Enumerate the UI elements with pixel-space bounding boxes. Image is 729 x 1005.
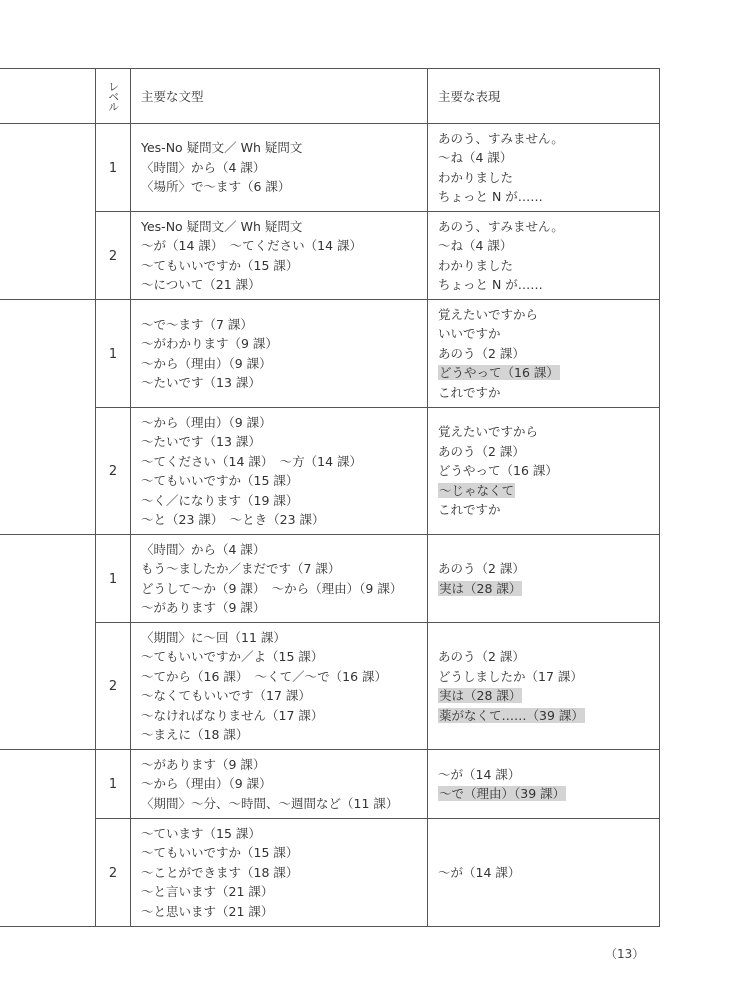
table-row (0, 124, 660, 212)
pattern-line: ～から（理由）（9 課） (141, 355, 272, 371)
level-number: 1 (108, 346, 118, 362)
table-row (0, 750, 660, 819)
pattern-line: Yes-No 疑問文／ Wh 疑問文 (141, 140, 303, 156)
header-expression-cell (428, 69, 660, 124)
highlighted-expression: 薬がなくて……（39 課） (439, 707, 584, 723)
pattern-line: 〈期間〉～分、～時間、～週間など（11 課） (141, 795, 399, 811)
expression-text: ～が（14 課） (438, 766, 521, 782)
expression-cell (428, 535, 660, 623)
group-cell (0, 750, 96, 927)
expression-line (438, 217, 659, 237)
table-row (0, 212, 660, 300)
expression-line (438, 256, 659, 276)
level-cell (96, 819, 131, 927)
level-number: 2 (108, 865, 118, 881)
group-cell (0, 535, 96, 750)
highlighted-expression: ～で（理由）（39 課） (439, 786, 566, 801)
expression-line (438, 461, 659, 481)
expression-line (438, 481, 659, 501)
expression-line (438, 784, 659, 804)
expression-text: これですか (438, 384, 501, 400)
pattern-line: Yes-No 疑問文／ Wh 疑問文 (141, 218, 303, 234)
pattern-cell (131, 212, 428, 300)
pattern-line: ～てもいいですか／よ（15 課） (141, 649, 324, 664)
expression-line (438, 305, 659, 325)
expression-line (438, 686, 659, 706)
level-cell (96, 535, 131, 623)
expression-text: あのう（2 課） (438, 561, 525, 576)
pattern-cell (131, 750, 428, 819)
expression-line (438, 324, 659, 344)
level-cell (96, 124, 131, 212)
pattern-line: ～ています（15 課） (141, 825, 261, 841)
expression-text: 覚えたいですから (438, 424, 539, 440)
level-cell (96, 300, 131, 408)
highlighted-expression: 実は（28 課） (439, 580, 522, 596)
expression-line (438, 344, 659, 364)
pattern-line: ～について（21 課） (141, 277, 261, 292)
expression-text: ちょっと N が…… (438, 189, 543, 204)
pattern-cell (131, 535, 428, 623)
expression-line (438, 383, 659, 403)
expression-text: あのう（2 課） (438, 345, 525, 361)
pattern-line: ～てもいいですか（15 課） (141, 473, 299, 488)
pattern-line: ～があります（9 課） (141, 600, 266, 615)
pattern-cell (131, 124, 428, 212)
pattern-line: 〈時間〉から（4 課） (141, 159, 266, 175)
pattern-header-label: 主要な文型 (141, 89, 204, 104)
pattern-line: もう～ましたか／まだです（7 課） (141, 561, 341, 576)
pattern-cell (131, 623, 428, 750)
table-body (0, 124, 660, 927)
table-row (0, 623, 660, 750)
expression-line (438, 422, 659, 442)
expression-cell (428, 750, 660, 819)
level-cell (96, 623, 131, 750)
pattern-cell (131, 300, 428, 408)
expression-line (438, 667, 659, 687)
pattern-line: ～から（理由）（9 課） (141, 414, 272, 430)
pattern-line: 〈時間〉から（4 課） (141, 541, 266, 557)
level-cell (96, 408, 131, 535)
expression-text: どうしましたか（17 課） (438, 668, 583, 684)
expression-line (438, 559, 659, 579)
pattern-line: ～ことができます（18 課） (141, 864, 299, 880)
pattern-line: ～から（理由）（9 課） (141, 776, 272, 792)
pattern-line: ～なくてもいいです（17 課） (141, 688, 311, 703)
pattern-line: ～てもいいですか（15 課） (141, 257, 299, 273)
level-number: 1 (108, 777, 118, 792)
expression-cell (428, 300, 660, 408)
expression-header-label: 主要な表現 (438, 89, 501, 104)
pattern-line: ～たいです（13 課） (141, 375, 261, 390)
pattern-line: ～が（14 課） ～てください（14 課） (141, 238, 363, 253)
pattern-cell (131, 819, 428, 927)
highlighted-expression: どうやって（16 課） (439, 365, 559, 381)
pattern-line: ～てください（14 課） ～方（14 課） (141, 453, 363, 469)
pattern-line: ～たいです（13 課） (141, 434, 261, 449)
pattern-line: ～まえに（18 課） (141, 727, 249, 742)
expression-text: わかりました (438, 257, 514, 273)
expression-line (438, 148, 659, 168)
expression-text: 覚えたいですから (438, 306, 539, 322)
expression-line (438, 168, 659, 188)
expression-line (438, 863, 659, 883)
expression-line (438, 363, 659, 383)
expression-text: わかりました (438, 169, 514, 185)
level-header-label: レベル (106, 81, 120, 111)
pattern-line: ～と思います（21 課） (141, 903, 274, 919)
expression-text: ～ね（4 課） (438, 150, 513, 165)
level-number: 2 (108, 248, 118, 264)
pattern-line: ～く／になります（19 課） (141, 492, 299, 508)
expression-cell (428, 124, 660, 212)
pattern-line: ～があります（9 課） (141, 756, 266, 772)
expression-line (438, 647, 659, 667)
expression-text: いいですか (438, 326, 501, 342)
expression-text: ～ね（4 課） (438, 238, 513, 253)
expression-cell (428, 212, 660, 300)
expression-text: ちょっと N が…… (438, 277, 543, 292)
expression-line (438, 275, 659, 295)
expression-line (438, 129, 659, 149)
pattern-line: ～てもいいですか（15 課） (141, 845, 299, 861)
pattern-line: ～がわかります（9 課） (141, 336, 278, 351)
expression-text: ～が（14 課） (438, 864, 521, 880)
highlighted-expression: 実は（28 課） (439, 688, 522, 703)
pattern-line: ～なければなりません（17 課） (141, 707, 324, 723)
level-number: 2 (108, 679, 118, 694)
expression-cell (428, 623, 660, 750)
expression-line (438, 765, 659, 785)
expression-line (438, 706, 659, 726)
pattern-line: 〈期間〉に～回（11 課） (141, 629, 286, 645)
expression-text: これですか (438, 502, 501, 518)
highlighted-expression: ～じゃなくて (439, 482, 515, 498)
table-row (0, 408, 660, 535)
level-cell (96, 750, 131, 819)
header-left-cell (0, 69, 96, 124)
expression-text: あのう、すみません。 (438, 218, 564, 234)
expression-line (438, 442, 659, 462)
expression-line (438, 579, 659, 599)
expression-text: あのう（2 課） (438, 443, 525, 459)
pattern-cell (131, 408, 428, 535)
expression-line (438, 187, 659, 207)
table-row (0, 819, 660, 927)
expression-text: あのう、すみません。 (438, 130, 564, 146)
level-number: 1 (108, 571, 118, 587)
pattern-line: ～と（23 課） ～とき（23 課） (141, 512, 325, 527)
grammar-table (0, 68, 660, 927)
header-pattern-cell (131, 69, 428, 124)
table-header-row (0, 69, 660, 124)
pattern-line: どうして～か（9 課） ～から（理由）（9 課） (141, 580, 403, 596)
expression-line (438, 236, 659, 256)
expression-text: どうやって（16 課） (438, 463, 558, 479)
group-cell (0, 300, 96, 535)
expression-line (438, 500, 659, 520)
table-row (0, 535, 660, 623)
header-level-cell (96, 69, 131, 124)
expression-cell (428, 408, 660, 535)
level-cell (96, 212, 131, 300)
expression-cell (428, 819, 660, 927)
group-cell (0, 124, 96, 300)
expression-text: あのう（2 課） (438, 649, 525, 664)
page-number: （13） (605, 947, 645, 961)
table-row (0, 300, 660, 408)
pattern-line: 〈場所〉で～ます（6 課） (141, 179, 291, 195)
pattern-line: ～で～ます（7 課） (141, 316, 253, 332)
level-number: 2 (108, 464, 118, 479)
pattern-line: ～と言います（21 課） (141, 884, 274, 900)
level-number: 1 (108, 160, 118, 176)
pattern-line: ～てから（16 課） ～くて／～で（16 課） (141, 668, 388, 684)
